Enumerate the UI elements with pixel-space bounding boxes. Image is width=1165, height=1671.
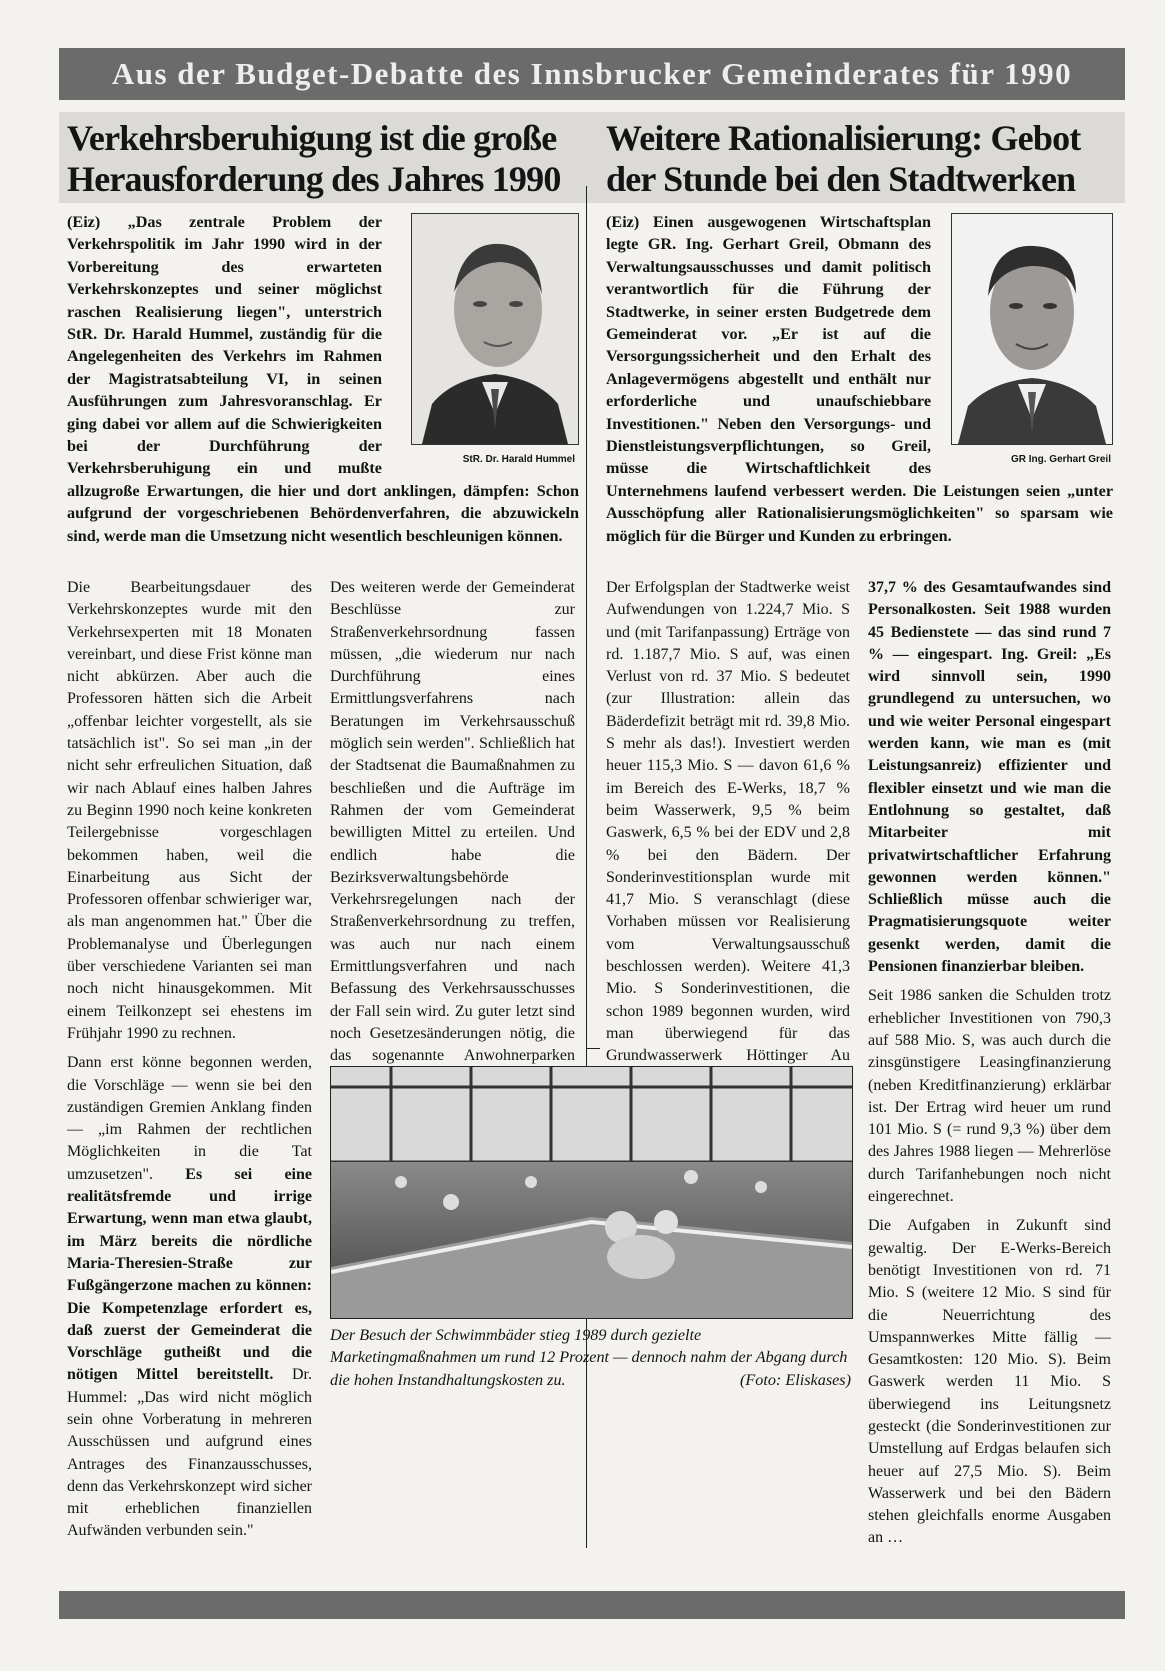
greil-portrait [951, 213, 1113, 445]
left-lead [67, 211, 579, 547]
right-col4-bold: 37,7 % des Gesamtaufwandes sind Personalkosten. Seit 1988 wurden 45 Bedienstete — das sind rund 7 % — eingespart. Ing. Greil: „Es wird sinnvoll sein, 1990 grundlegend zu untersuchen, wo und wie weiter Personal eingespart werden kann, wie man es (mit Leistungsanreiz) effizienter und flexibler einsetzt und wie man die Entlohnung so gestaltet, daß Mitarbeiter mit privatwirtschaftlicher Erfahrung gewonnen werden können." Schließlich müsse auch die Pragmatisierungsquote weiter gesenkt werden, damit die Pensionen finanzierbar bleiben. [868, 579, 1111, 976]
footer-bar [59, 1591, 1125, 1619]
right-col4-para1 [868, 577, 1111, 978]
left-col1-para2 [67, 1052, 312, 1543]
right-lead-text: (Eiz) Einen ausgewogenen Wirtschaftsplan legte GR. Ing. Gerhart Greil, Obmann des Verwaltungsausschusses und damit politisch verantwortlich für die Führung der Stadtwerke, in seiner ersten Budgetrede dem Gemeinderat vor. „Er ist auf die Versorgungssicherheit und den Erhalt des Anlagevermögens abgestellt und enthält nur erforderliche und unaufschiebbare Investitionen." Neben den Versorgungs- und Dienstleistungsverpflichtungen, so Greil, müsse die Wirtschaftlichkeit des Unternehmens laufend verbessert werden. Die Leistungen seien „unter Ausschöpfung aller Rationalisierungsmöglichkeiten" so sparsam wie möglich für die Bürger und Kunden zu erbringen. [606, 213, 1113, 545]
left-col-1 [67, 577, 312, 1550]
page-banner: Aus der Budget-Debatte des Innsbrucker Gemeinderates für 1990 [59, 48, 1125, 100]
right-col3-para1: Der Erfolgsplan der Stadtwerke weist Aufwendungen von 1.224,7 Mio. S und (mit Tarifanpassung) Erträge von rd. 1.187,7 Mio. S auf, was einen Verlust von rd. 37 Mio. S bedeutet (zur Illustration: allein das Bäderdefizit beträgt mit rd. 39,8 Mio. S mehr als das!). Investiert werden heuer 115,3 Mio. S — davon 61,6 % im Bereich des E-Werks, 18,7 % beim Wasserwerk, 9,5 % beim Gaswerk, 6,5 % bei der EDV und 2,8 % bei den Bädern. Der Sonderinvestitionsplan wurde mit 41,7 Mio. S veranschlagt (diese Vorhaben müssen vor Realisierung vom Verwaltungsausschuß beschlossen werden). Weitere 41,3 Mio. S Sonderinvestitionen, die schon 1989 begonnen wurden, wird man überwiegend für das Grundwasserwerk Höttinger Au [606, 579, 850, 1065]
pool-photo [330, 1066, 853, 1319]
left-col1-para2-start: Dann erst könne begonnen werden, die Vorschläge — wenn sie bei den zuständigen Gremien Anklang finden — „im Rahmen der rechtlichen Möglichkeiten in die Tat umzusetzen". [67, 1054, 312, 1183]
right-col4-para2: Seit 1986 sanken die Schulden trotz erheblicher Investitionen von 790,3 auf 588 Mio. S, was auch durch die zinsgünstigere Leasingfinanzierung (neben Kreditfinanzierung) erklärbar ist. Der Ertrag wird heuer um rund 101 Mio. S (= rund 9,3 %) über dem des Jahres 1988 liegen — Mehrerlöse durch Tarifanhebungen noch nicht eingerechnet. [868, 987, 1111, 1206]
right-col-4 [868, 577, 1111, 1557]
left-col1-para2-end: Dr. Hummel: „Das wird nicht möglich sein ohne Vorberatung in mehreren Ausschüssen und aufgrund eines Antrages des Finanzausschusses, denn das Verkehrskonzept wird sicher mit erheblichen finanziellen Aufwänden verbunden sein." [67, 1366, 312, 1540]
pool-photo-credit: (Foto: Eliskases) [739, 1370, 851, 1389]
greil-photo-frame [941, 211, 1113, 469]
right-col4-para3: Die Aufgaben in Zukunft sind gewaltig. Der E-Werks-Bereich benötigt Investitionen von rd. 71 Mio. S (weitere 12 Mio. S sind für die Neuerrichtung des Umspannwerkes Mitte fällig — Gesamtkosten: 120 Mio. S). Beim Gaswerk werden 11 Mio. S überwiegend ins Leitungsnetz gesteckt (die Sonderinvestitionen zur Umstellung auf Erdgas belaufen sich heuer auf 27,5 Mio. S). Beim Wasserwerk und bei den Bädern stehen gleichfalls enorme Ausgaben an … [868, 1217, 1111, 1547]
left-col2-para1: Des weiteren werde der Gemeinderat Beschlüsse zur Straßenverkehrsordnung fassen müssen, „die wiederum nur nach Durchführung eines Ermittlungsverfahrens nach Beratungen im Verkehrsausschuß möglich sein werden". Schließlich hat der Stadtsenat die Baumaßnahmen zu beschließen und die Aufträge im Rahmen der vom Gemeinderat bewilligten Mittel zu erteilen. Und endlich habe die Bezirksverwaltungsbehörde Verkehrsregelungen nach der Straßenverkehrsordnung zu treffen, was auch nur nach einem Ermittlungsverfahren und nach Befassung des Verkehrsausschusses der Fall sein wird. Zu guter letzt sind noch Gesetzesänderungen nötig, die das sogenannte Anwohnerparken [330, 579, 575, 1065]
left-lead-text: (Eiz) „Das zentrale Problem der Verkehrspolitik im Jahr 1990 wird in der Vorbereitung des erwarteten Verkehrskonzeptes und seiner möglichst raschen Realisierung liegen", unterstrich StR. Dr. Harald Hummel, zuständig für die Angelegenheiten des Verkehrs im Rahmen der Magistratsabteilung VI, in seinen Ausführungen zum Jahresvoranschlag. Er ging dabei vor allem auf die Schwierigkeiten bei der Durchführung der Verkehrsberuhigung ein und mußte allzugroße Erwartungen, die hier und dort anklingen, dämpfen: Schon aufgrund der vorgeschriebenen Behördenverfahren, die abzuwickeln sind, werde man die Umsetzung nicht wesentlich beschleunigen können. [67, 213, 579, 545]
hummel-photo-frame [394, 211, 579, 469]
left-col-2 [330, 577, 575, 1141]
right-headline: Weitere Rationalisierung: Gebot der Stunde bei den Stadtwerken [598, 112, 1125, 203]
left-col1-para2-bold: Es sei eine realitätsfremde und irrige Erwartung, wenn man etwa glaubt, im März bereits die nördliche Maria-Theresien-Straße zur Fußgängerzone machen zu können: Die Kompetenzlage erfordert es, daß zuerst der Gemeinderat die Vorschläge gutheißt und die nötigen Mittel bereitstellt. [67, 1165, 312, 1384]
right-col-3 [606, 577, 850, 1097]
left-headline: Verkehrsberuhigung ist die große Herausforderung des Jahres 1990 [59, 112, 602, 203]
hummel-caption: StR. Dr. Harald Hummel [462, 453, 575, 465]
greil-caption: GR Ing. Gerhart Greil [1010, 453, 1111, 465]
pool-caption-text: Der Besuch der Schwimmbäder stieg 1989 durch gezielte Marketingmaßnahmen um rund 12 Prozent — dennoch nahm der Abgang durch die hohen Instandhaltungskosten zu. [330, 1326, 848, 1389]
left-col1-para1: Die Bearbeitungsdauer des Verkehrskonzeptes wurde mit den Verkehrsexperten mit 18 Monaten vereinbart, und diese Frist könne man nicht abkürzen. Aber auch die Professoren hätten sich die Arbeit „offenbar leichter vorgestellt, als sie tatsächlich ist". So sei man „in der nicht sehr erfreulichen Situation, daß wir nach Ablauf eines halben Jahres zu Beginn 1990 noch keine konkreten Teilergebnisse vorgeschlagen bekommen haben, weil die Einarbeitung aus Sicht der Professoren offenbar schwieriger war, als man angenommen hat." Über die Problemanalyse und Überlegungen über verschiedene Varianten sei man noch nicht hinausgekommen. Mit einem Teilkonzept sei ehestens im Frühjahr 1990 zu rechnen. [67, 579, 312, 1042]
right-lead [606, 211, 1113, 547]
hummel-portrait [411, 213, 579, 445]
col3-bracket [586, 1048, 600, 1049]
pool-caption [330, 1324, 851, 1391]
